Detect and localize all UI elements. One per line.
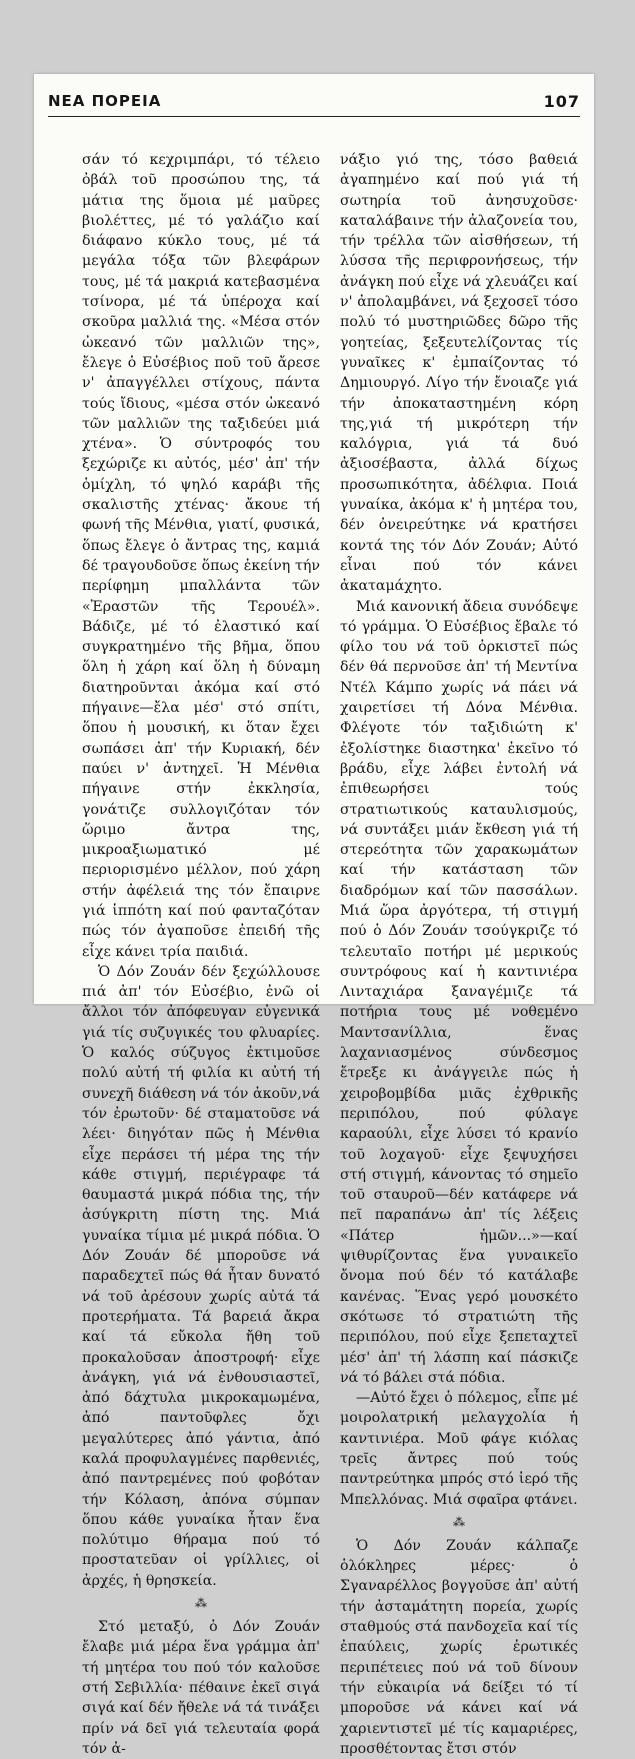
- section-separator-icon: ⁂: [453, 1514, 465, 1529]
- left-column: [82, 150, 320, 1757]
- paragraph: Ὁ Δόν Ζουάν δέν ξεχώλλουσε πιά ἀπ' τόν Εὐσέβιο, ἐνῶ οἱ ἄλλοι τόν ἀπόφευγαν εὐγενικά γιά τίς συζυγικές του φλυαρίες. Ὁ καλός σύζυγος ἐκτιμοῦσε πολύ αὐτή τή φιλία κι αὐτή τή συνεχῆ διάθεση νά τόν ἀκοῦν,νά τόν ἐρωτοῦν· δέ σταματοῦσε νά λέει· διηγόταν πῶς ἡ Μένθια εἶχε περάσει τή μέρα της τήν κάθε στιγμή, περιέγραφε τά θαυμαστά μικρά πόδια της, τήν ἀσύγκριτη πίστη της. Μιά γυναίκα τίμια μέ μικρά πόδια. Ὁ Δόν Ζουάν δέ μποροῦσε νά παραδεχτεῖ πώς θά ἦταν δυνατό νά τοῦ ἀρέσουν χωρίς αὐτά τά προτερήματα. Τά βαρειά ἄκρα καί τά εὔκολα ἤθη τοῦ προκαλοῦσαν ἀποστροφή· εἶχε ἀνάγκη, γιά νά ἐνθουσιαστεῖ, ἀπό δάχτυλα μικροκαμωμένα, ἀπό παντοῦφλες ὄχι μεγαλύτερες ἀπό γάντια, ἀπό καλά προφυλαγμένες παρθενιές, ἀπό παντρεμένες πού φοβόταν τήν Κόλαση, ἀπόνα σύμπαν ὅπου κάθε γυναίκα ἦταν ἕνα πολύτιμο θήραμα πού τό προστατεῦαν οἱ γρίλλιες, οἱ ἀρχές, ἡ θρησκεία.: [82, 963, 320, 1589]
- header-rule: [48, 116, 580, 117]
- paragraph: σάν τό κεχριμπάρι, τό τέλειο ὀβάλ τοῦ προσώπου της, τά μάτια της ὅμοια μέ μαῦρες βιολέττες, μέ τό γαλάζιο καί διάφανο κύκλο τους, μέ τά μεγάλα τόξα τῶν βλεφάρων τους, μέ τά μακριά κατεβασμένα τσίνορα, μέ τά ὑπέροχα καί σκοῦρα μαλλιά της. «Μέσα στόν ὠκεανό τῶν μαλλιῶν της», ἔλεγε ὁ Εὐσέβιος ποῦ τοῦ ἄρεσε ν' ἀπαγγέλλει στίχους, πάντα τούς ἴδιους, «μέσα στόν ὠκεανό τῶν μαλλιῶν της ταξιδεύει μιά χτένα». Ὁ σύντροφός του ξεχώριζε κι αὐτός, μέσ' ἀπ' τήν ὁμίχλη, τό ψηλό καράβι τῆς σκαλιστῆς χτένας· ἄκουε τή φωνή τῆς Μένθια, γιατί, φυσικά, ὅπως ἔλεγε ὁ ἄντρας της, καμιά δέ τραγουδοῦσε ὅπως ἐκείνη τήν περίφημη μπαλλάντα τῶν «Ἐραστῶν τῆς Τερουέλ». Βάδιζε, μέ τό ἐλαστικό καί συγκρατημένο τῆς βῆμα, ὅπου ὅλη ἡ χάρη καί ὅλη ἡ δύναμη διατηροῦνται ἀκόμα καί στό πήγαινε—ἔλα μέσ' στό σπίτι, ὅπου ἡ μουσική, κι ὅταν ἔχει σωπάσει ἀπ' τήν Κυριακή, δέν παύει ν' ἀντηχεῖ. Ἡ Μένθια πήγαινε στήν ἐκκλησία, γονάτιζε συλλογιζόταν τόν ὥριμο ἄντρα της, μικροαξιωματικό μέ περιορισμένο μέλλον, πού χάρη στήν ἀφέλειά της τόν ἔπαιρνε γιά ἱππότη καί πού φανταζόταν πώς τόν ἀγαποῦσε ἐπειδή τῆς εἶχε κάνει τρία παιδιά.: [82, 152, 320, 960]
- book-page: [34, 74, 594, 1757]
- paragraph: —Αὐτό ἔχει ὁ πόλεμος, εἶπε μέ μοιρολατρική μελαγχολία ἡ καντινιέρα. Μοῦ φάγε κιόλας τρεῖς ἄντρες πού τούς παντρεύτηκα μπρός στό ἱερό τῆς Μπελλόνας. Μιά σφαῖρα φτάνει.: [340, 1390, 578, 1508]
- running-head: [48, 92, 580, 114]
- paragraph: Ὁ Δόν Ζουάν κάλπαζε ὁλόκληρες μέρες· ὁ Σγαναρέλλος βογγοῦσε ἀπ' αὐτή τήν ἀσταμάτητη πορεία, χωρίς σταθμούς στά πανδοχεῖα καί τίς ἐπαύλεις, χωρίς ἐρωτικές περιπέτειες πού νά τοῦ δίνουν τήν εὐκαιρία νά δείξει τό τί μποροῦσε νά κάνει καί νά χαριεντιστεῖ μέ τίς καμαριέρες, προσθέτοντας ἔτσι στόν: [340, 1537, 578, 1757]
- paragraph: Μιά κανονική ἄδεια συνόδεψε τό γράμμα. Ὁ Εὐσέβιος ἔβαλε τό φίλο του νά τοῦ ὁρκιστεῖ πώς δέν θά περνοῦσε ἀπ' τή Μεντίνα Ντέλ Κάμπο χωρίς νά πάει νά χαιρετίσει τή Δόνα Μένθια. Φλέγοτε τόν ταξιδιώτη κ' ἐξολίστηκε διαστηκα' ἐκεῖνο τό βράδυ, εἶχε λάβει ἐντολή νά ἐπιθεωρήσει τούς στρατιωτικούς καταυλισμούς, νά συντάξει μιάν ἔκθεση γιά τή στερεότητα τῶν χαρακωμάτων καί τήν κατάσταση τῶν διαδρόμων καί τῶν πασσάλων. Μιά ὥρα ἀργότερα, τή στιγμή πού ὁ Δόν Ζουάν τσούγκριζε τό τελευταῖο ποτήρι μέ μερικούς συντρόφους καί ἡ καντινιέρα Λινταχιάρα ξαναγέμιζε τά ποτήρια τους μέ νοθεμένο Μαντσανίλλια, ἕνας λαχανιασμένος σύνδεσμος ἔτρεξε κι ἀνάγγειλε πώς ἡ χειροβομβίδα μιᾶς ἐχθρικῆς περιπόλου, πού φύλαγε καραούλι, εἶχε λύσει τό κρανίο τοῦ λοχαγοῦ· εἶχε ξεψυχήσει στή στιγμή, κάνοντας τό σημεῖο τοῦ σταυροῦ—δέν κατάφερε νά πεῖ παραπάνω ἀπ' τίς λέξεις «Πάτερ ἡμῶν...»—καί ψιθυρίζοντας ἕνα γυναικεῖο ὄνομα πού δέν τό κατάλαβε κανένας. Ἕνας γερό μουσκέτο σκότωσε τό στρατιώτη τῆς περιπόλου, πού εἶχε ξεπεταχτεῖ μέσ' ἀπ' τή λάσπη καί πάσκιζε νά τό βάλει στά πόδια.: [340, 598, 578, 1386]
- right-column: [340, 150, 578, 1757]
- paragraph: Στό μεταξύ, ὁ Δόν Ζουάν ἔλαβε μιά μέρα ἕνα γράμμα ἀπ' τή μητέρα του πού τόν καλοῦσε στή Σεβιλλία· πέθαινε ἐκεῖ σιγά σιγά καί δέν ἤθελε νά τά τινάξει πρίν νά δεῖ γιά τελευταία φορά τόν ἀ-: [82, 1619, 320, 1757]
- journal-title: ΝΕΑ ΠΟΡΕΙΑ: [48, 92, 162, 110]
- paragraph: νάξιο γιό της, τόσο βαθειά ἀγαπημένο καί πού γιά τή σωτηρία τοῦ ἀνησυχοῦσε· καταλάβαινε τήν ἀλαζονεία του, τήν τρέλλα τῶν αἰσθήσεων, τή λύσσα τῆς περιφρονήσεως, τήν ἀνάγκη πού εἶχε νά χλευάζει καί ν' ἀπολαμβάνει, νά ξεχοσεῖ τόσο πολύ τό μυστηριῶδες δῶρο τῆς γοητείας, ξεξευτελίζοντας τίς γυναῖκες κ' ἐμπαίζοντας τό Δημιουργό. Λίγο τήν ἔνοιαζε γιά τήν ἀποκαταστημένη κόρη της,γιά τή μικρότερη τήν καλόγρια, γιά τά δυό ἀξιοσέβαστα, ἀλλά δίχως προσωπικότητα, ἀδέλφια. Ποιά γυναίκα, ἀκόμα κ' ἡ μητέρα του, δέν ὀνειρεύτηκε νά κρατήσει κοντά της τόν Δόν Ζουάν; Αὐτό εἶναι πού τόν κάνει ἀκαταμάχητο.: [340, 152, 578, 595]
- text-columns: [82, 150, 580, 1757]
- section-separator-icon: ⁂: [195, 1596, 207, 1611]
- page-number: 107: [543, 92, 580, 111]
